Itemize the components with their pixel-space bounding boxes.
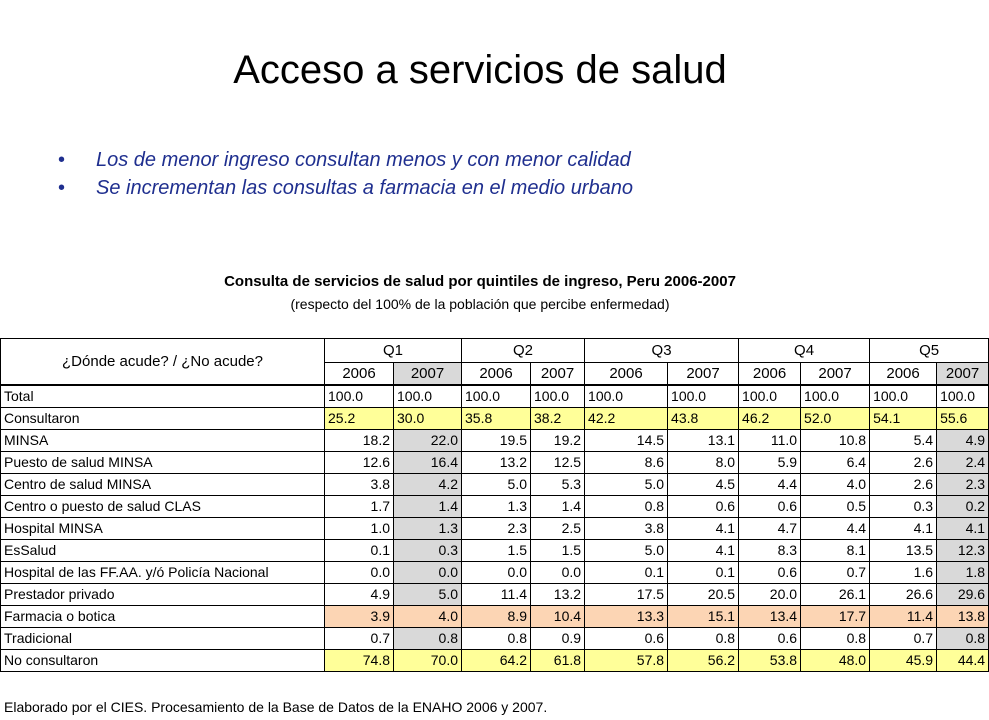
value-cell: 54.1 <box>870 408 937 430</box>
row-label: EsSalud <box>1 540 325 562</box>
value-cell: 57.8 <box>585 650 668 672</box>
value-cell: 100.0 <box>801 385 870 408</box>
value-cell: 0.0 <box>394 562 462 584</box>
value-cell: 5.0 <box>585 474 668 496</box>
value-cell: 13.2 <box>462 452 531 474</box>
row-label: Hospital de las FF.AA. y/ó Policía Nacional <box>1 562 325 584</box>
table-row <box>1 562 989 584</box>
value-cell: 0.3 <box>870 496 937 518</box>
value-cell: 4.9 <box>937 430 989 452</box>
row-label: Consultaron <box>1 408 325 430</box>
value-cell: 1.8 <box>937 562 989 584</box>
value-cell: 100.0 <box>531 385 585 408</box>
value-cell: 0.0 <box>325 562 394 584</box>
value-cell: 18.2 <box>325 430 394 452</box>
corner-header: ¿Dónde acude? / ¿No acude? <box>1 339 325 386</box>
value-cell: 3.9 <box>325 606 394 628</box>
value-cell: 5.3 <box>531 474 585 496</box>
row-label: No consultaron <box>1 650 325 672</box>
value-cell: 4.1 <box>937 518 989 540</box>
value-cell: 2.5 <box>531 518 585 540</box>
value-cell: 20.5 <box>668 584 739 606</box>
row-label: Puesto de salud MINSA <box>1 452 325 474</box>
value-cell: 0.7 <box>801 562 870 584</box>
value-cell: 26.6 <box>870 584 937 606</box>
value-cell: 43.8 <box>668 408 739 430</box>
value-cell: 1.4 <box>394 496 462 518</box>
table-row <box>1 496 989 518</box>
value-cell: 29.6 <box>937 584 989 606</box>
year-header: 2007 <box>801 363 870 386</box>
row-label: MINSA <box>1 430 325 452</box>
value-cell: 0.9 <box>531 628 585 650</box>
value-cell: 15.1 <box>668 606 739 628</box>
value-cell: 13.3 <box>585 606 668 628</box>
value-cell: 8.9 <box>462 606 531 628</box>
value-cell: 74.8 <box>325 650 394 672</box>
value-cell: 19.5 <box>462 430 531 452</box>
value-cell: 8.0 <box>668 452 739 474</box>
value-cell: 4.0 <box>801 474 870 496</box>
value-cell: 52.0 <box>801 408 870 430</box>
table-row <box>1 518 989 540</box>
value-cell: 0.6 <box>739 562 801 584</box>
value-cell: 8.6 <box>585 452 668 474</box>
table-title: Consulta de servicios de salud por quintiles de ingreso, Peru 2006-2007 <box>224 273 736 290</box>
year-header: 2006 <box>325 363 394 386</box>
value-cell: 25.2 <box>325 408 394 430</box>
value-cell: 4.4 <box>801 518 870 540</box>
value-cell: 14.5 <box>585 430 668 452</box>
bullet-item: • Se incrementan las consultas a farmacia en el medio urbano <box>58 174 938 202</box>
value-cell: 0.1 <box>668 562 739 584</box>
value-cell: 3.8 <box>585 518 668 540</box>
value-cell: 12.5 <box>531 452 585 474</box>
table-row <box>1 474 989 496</box>
value-cell: 30.0 <box>394 408 462 430</box>
table-row <box>1 628 989 650</box>
value-cell: 46.2 <box>739 408 801 430</box>
value-cell: 0.2 <box>937 496 989 518</box>
value-cell: 13.5 <box>870 540 937 562</box>
value-cell: 0.0 <box>462 562 531 584</box>
table-subtitle: (respecto del 100% de la población que percibe enfermedad) <box>290 296 670 312</box>
value-cell: 64.2 <box>462 650 531 672</box>
value-cell: 20.0 <box>739 584 801 606</box>
value-cell: 11.0 <box>739 430 801 452</box>
value-cell: 61.8 <box>531 650 585 672</box>
value-cell: 17.7 <box>801 606 870 628</box>
table-row <box>1 452 989 474</box>
value-cell: 4.7 <box>739 518 801 540</box>
value-cell: 0.7 <box>325 628 394 650</box>
value-cell: 13.2 <box>531 584 585 606</box>
row-label: Total <box>1 385 325 408</box>
quintile-header: Q1 <box>325 339 462 363</box>
value-cell: 55.6 <box>937 408 989 430</box>
value-cell: 26.1 <box>801 584 870 606</box>
quintile-header: Q5 <box>870 339 989 363</box>
row-label: Centro o puesto de salud CLAS <box>1 496 325 518</box>
value-cell: 2.6 <box>870 474 937 496</box>
value-cell: 19.2 <box>531 430 585 452</box>
value-cell: 0.5 <box>801 496 870 518</box>
value-cell: 5.0 <box>585 540 668 562</box>
year-header: 2007 <box>937 363 989 386</box>
bullet-list <box>58 146 938 202</box>
value-cell: 13.1 <box>668 430 739 452</box>
table-row <box>1 385 989 408</box>
value-cell: 0.6 <box>585 628 668 650</box>
table-row <box>1 606 989 628</box>
value-cell: 8.1 <box>801 540 870 562</box>
value-cell: 100.0 <box>937 385 989 408</box>
value-cell: 100.0 <box>585 385 668 408</box>
value-cell: 1.5 <box>462 540 531 562</box>
value-cell: 5.0 <box>394 584 462 606</box>
year-header: 2007 <box>394 363 462 386</box>
value-cell: 1.5 <box>531 540 585 562</box>
value-cell: 0.8 <box>394 628 462 650</box>
value-cell: 4.1 <box>668 518 739 540</box>
value-cell: 3.8 <box>325 474 394 496</box>
quintile-header-row <box>1 339 989 363</box>
value-cell: 2.6 <box>870 452 937 474</box>
value-cell: 0.0 <box>531 562 585 584</box>
value-cell: 100.0 <box>325 385 394 408</box>
value-cell: 48.0 <box>801 650 870 672</box>
table-row <box>1 584 989 606</box>
quintile-header: Q4 <box>739 339 870 363</box>
year-header: 2007 <box>531 363 585 386</box>
value-cell: 100.0 <box>668 385 739 408</box>
value-cell: 2.3 <box>937 474 989 496</box>
value-cell: 16.4 <box>394 452 462 474</box>
row-label: Hospital MINSA <box>1 518 325 540</box>
year-header: 2006 <box>739 363 801 386</box>
value-cell: 1.4 <box>531 496 585 518</box>
year-header: 2006 <box>870 363 937 386</box>
value-cell: 12.6 <box>325 452 394 474</box>
value-cell: 8.3 <box>739 540 801 562</box>
value-cell: 4.0 <box>394 606 462 628</box>
value-cell: 1.3 <box>462 496 531 518</box>
value-cell: 11.4 <box>870 606 937 628</box>
value-cell: 70.0 <box>394 650 462 672</box>
table-row <box>1 408 989 430</box>
value-cell: 4.1 <box>870 518 937 540</box>
value-cell: 5.0 <box>462 474 531 496</box>
value-cell: 0.6 <box>739 496 801 518</box>
year-header: 2006 <box>462 363 531 386</box>
value-cell: 2.4 <box>937 452 989 474</box>
value-cell: 0.8 <box>801 628 870 650</box>
source-footer: Elaborado por el CIES. Procesamiento de la Base de Datos de la ENAHO 2006 y 2007. <box>4 699 548 715</box>
value-cell: 12.3 <box>937 540 989 562</box>
quintile-header: Q3 <box>585 339 739 363</box>
value-cell: 2.3 <box>462 518 531 540</box>
row-label: Farmacia o botica <box>1 606 325 628</box>
value-cell: 100.0 <box>870 385 937 408</box>
value-cell: 4.4 <box>739 474 801 496</box>
table-row <box>1 650 989 672</box>
value-cell: 4.5 <box>668 474 739 496</box>
value-cell: 100.0 <box>462 385 531 408</box>
value-cell: 42.2 <box>585 408 668 430</box>
value-cell: 1.0 <box>325 518 394 540</box>
value-cell: 35.8 <box>462 408 531 430</box>
value-cell: 100.0 <box>739 385 801 408</box>
value-cell: 0.1 <box>585 562 668 584</box>
year-header: 2007 <box>668 363 739 386</box>
value-cell: 11.4 <box>462 584 531 606</box>
value-cell: 1.7 <box>325 496 394 518</box>
table-row <box>1 430 989 452</box>
value-cell: 38.2 <box>531 408 585 430</box>
value-cell: 17.5 <box>585 584 668 606</box>
health-services-table <box>0 338 989 672</box>
value-cell: 0.3 <box>394 540 462 562</box>
value-cell: 4.9 <box>325 584 394 606</box>
value-cell: 5.4 <box>870 430 937 452</box>
row-label: Centro de salud MINSA <box>1 474 325 496</box>
value-cell: 6.4 <box>801 452 870 474</box>
value-cell: 0.6 <box>739 628 801 650</box>
value-cell: 4.1 <box>668 540 739 562</box>
value-cell: 0.8 <box>462 628 531 650</box>
slide-title: Acceso a servicios de salud <box>233 48 727 92</box>
value-cell: 53.8 <box>739 650 801 672</box>
bullet-item: • Los de menor ingreso consultan menos y con menor calidad <box>58 146 938 174</box>
value-cell: 0.7 <box>870 628 937 650</box>
value-cell: 0.6 <box>668 496 739 518</box>
value-cell: 4.2 <box>394 474 462 496</box>
value-cell: 1.3 <box>394 518 462 540</box>
value-cell: 1.6 <box>870 562 937 584</box>
value-cell: 10.4 <box>531 606 585 628</box>
value-cell: 13.4 <box>739 606 801 628</box>
value-cell: 44.4 <box>937 650 989 672</box>
value-cell: 0.8 <box>668 628 739 650</box>
value-cell: 0.8 <box>585 496 668 518</box>
value-cell: 45.9 <box>870 650 937 672</box>
row-label: Prestador privado <box>1 584 325 606</box>
table-row <box>1 540 989 562</box>
row-label: Tradicional <box>1 628 325 650</box>
value-cell: 5.9 <box>739 452 801 474</box>
year-header: 2006 <box>585 363 668 386</box>
value-cell: 13.8 <box>937 606 989 628</box>
quintile-header: Q2 <box>462 339 585 363</box>
value-cell: 22.0 <box>394 430 462 452</box>
value-cell: 56.2 <box>668 650 739 672</box>
value-cell: 10.8 <box>801 430 870 452</box>
value-cell: 100.0 <box>394 385 462 408</box>
value-cell: 0.8 <box>937 628 989 650</box>
value-cell: 0.1 <box>325 540 394 562</box>
